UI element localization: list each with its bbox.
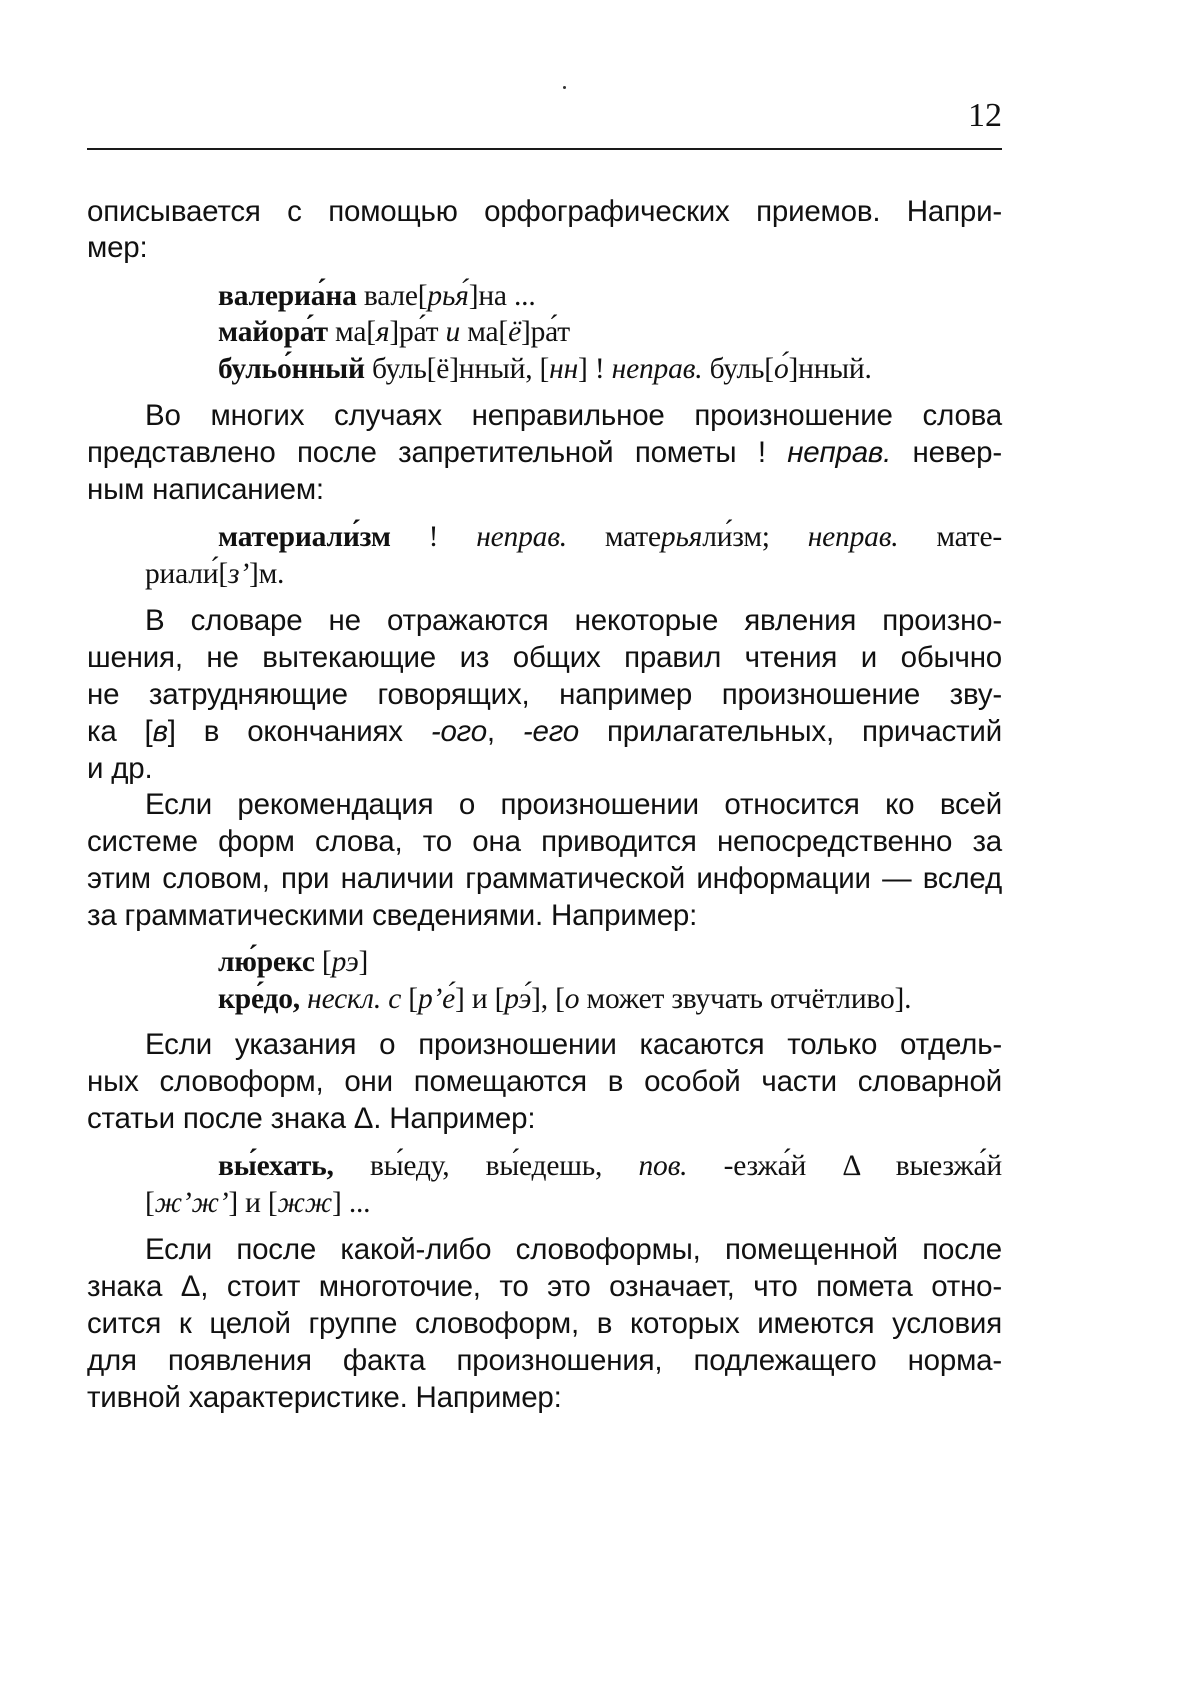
example-entry — [218, 944, 1002, 980]
example-entry — [218, 351, 1002, 387]
paragraph-line — [87, 1343, 1002, 1379]
text-run: Во многих случаях неправильное произношение слова — [145, 399, 1002, 432]
text-run: шения, не вытекающие из общих правил чтения и обычно — [87, 641, 1002, 674]
text-run: ных словоформ, они помещаются в особой части словарной — [87, 1065, 1002, 1098]
italic-run: рья — [660, 521, 703, 553]
paragraph-line — [87, 861, 1002, 897]
paragraph-line — [87, 751, 1002, 787]
text-run: и др. — [87, 752, 153, 785]
headword: материали́зм — [218, 521, 391, 553]
text-run: ] — [358, 946, 369, 978]
page-number: 12 — [968, 97, 1002, 134]
text-run: ма[ — [460, 316, 509, 348]
text-run: тивной характеристике. Например: — [87, 1381, 562, 1414]
text-run: ]м. — [248, 558, 285, 590]
text-run: ] и [ — [455, 983, 505, 1015]
headword: кре́до, — [218, 983, 300, 1015]
text-run: Если рекомендация о произношении относится ко всей — [145, 788, 1002, 821]
headword: лю́рекс — [218, 946, 315, 978]
text-run: ] ! — [578, 353, 612, 385]
paragraph-line — [145, 1027, 1002, 1063]
text-run: [ — [401, 983, 418, 1015]
text-run: этим словом, при наличии грамматической информации — вслед — [87, 862, 1002, 895]
text-run: системе форм слова, то она приводится непосредственно за — [87, 825, 1002, 858]
text-run: ]на ... — [468, 280, 536, 312]
headword: бульо́нный — [218, 353, 365, 385]
text-run: знака Δ, стоит многоточие, то это означает, что помета отно- — [87, 1270, 1002, 1303]
text-run: ли́зм; — [702, 521, 808, 553]
text-run: риали́[ — [145, 558, 229, 590]
text-run: ]нный. — [788, 353, 872, 385]
paragraph-line — [87, 1269, 1002, 1305]
paragraph-line — [87, 1380, 1002, 1416]
italic-run: неправ. — [807, 521, 899, 553]
italic-run: нн — [549, 353, 579, 385]
paragraph-line — [87, 824, 1002, 860]
italic-run: жж — [277, 1187, 333, 1219]
text-run: ]ра́т — [389, 316, 446, 348]
italic-run: р’е́ — [417, 983, 456, 1015]
italic-run: -ого — [430, 715, 487, 748]
italic-run: о́ — [773, 353, 789, 385]
text-run: -езжа́й Δ выезжа́й — [687, 1150, 1002, 1182]
example-entry — [145, 556, 1002, 592]
paragraph-line — [87, 677, 1002, 713]
italic-run: я — [375, 316, 390, 348]
text-run: ! — [390, 521, 477, 553]
text-run: [ — [314, 946, 332, 978]
paragraph-line — [145, 787, 1002, 823]
italic-run: -его — [522, 715, 579, 748]
headword: майора́т — [218, 316, 328, 348]
example-entry — [218, 519, 1002, 555]
paragraph-line — [87, 230, 1002, 266]
italic-run: з’ — [228, 558, 249, 590]
italic-run: нескл. — [307, 983, 382, 1015]
text-run: буль[ — [702, 353, 774, 385]
example-entry — [218, 278, 1002, 314]
paragraph-line — [145, 398, 1002, 434]
text-run: мате — [566, 521, 661, 553]
text-run: мате- — [898, 521, 1002, 553]
example-entry — [218, 981, 1002, 1017]
text-run: , — [486, 715, 523, 748]
example-entry — [218, 314, 1002, 350]
text-run: описывается с помощью орфографических приемов. Напри- — [87, 195, 1002, 228]
text-run: ка [ — [87, 715, 153, 748]
text-run: Если указания о произношении касаются только отдель- — [145, 1028, 1002, 1061]
text-run: может звучать отчётливо]. — [579, 983, 912, 1015]
text-run: ным написанием: — [87, 473, 324, 506]
italic-run: рэ — [331, 946, 359, 978]
example-entry — [145, 1185, 1002, 1221]
text-run: Если после какой-либо словоформы, помещенной после — [145, 1233, 1002, 1266]
italic-run: ё — [508, 316, 521, 348]
paragraph-line — [87, 194, 1002, 230]
italic-run: неправ. — [787, 436, 892, 469]
header-rule — [87, 148, 1002, 150]
text-run: не затрудняющие говорящих, например произношение зву- — [87, 678, 1002, 711]
text-run: ] ... — [332, 1187, 371, 1219]
text-run: буль[ё]нный, [ — [364, 353, 550, 385]
text-run: вале[ — [356, 280, 428, 312]
paragraph-line — [87, 1064, 1002, 1100]
example-entry — [218, 1148, 1002, 1184]
text-run: [ — [145, 1187, 155, 1219]
italic-run: ж’ж’ — [154, 1187, 229, 1219]
text-run: ] и [ — [228, 1187, 278, 1219]
italic-run: рья́ — [427, 280, 469, 312]
text-run: сится к целой группе словоформ, в которых имеются условия — [87, 1307, 1002, 1340]
paragraph-line — [87, 1101, 1002, 1137]
scan-speck — [563, 86, 566, 89]
text-run: статьи после знака Δ. Например: — [87, 1102, 536, 1135]
italic-run: неправ. — [611, 353, 703, 385]
paragraph-line — [87, 714, 1002, 750]
paragraph-line — [87, 472, 1002, 508]
paragraph-line — [87, 435, 1002, 471]
text-run: ], [ — [531, 983, 565, 1015]
text-run: ]ра́т — [520, 316, 570, 348]
text-run: мер: — [87, 231, 148, 264]
text-run: невер- — [891, 436, 1002, 469]
text-run: В словаре не отражаются некоторые явления произно- — [145, 604, 1002, 637]
paragraph-line — [87, 1306, 1002, 1342]
headword: вы́ехать, — [218, 1150, 334, 1182]
text-run: вы́еду, вы́едешь, — [333, 1150, 639, 1182]
paragraph-line — [87, 898, 1002, 934]
text-run: представлено после запретительной пометы ! — [87, 436, 788, 469]
text-run: ] в окончаниях — [167, 715, 431, 748]
paragraph-line — [145, 1232, 1002, 1268]
text-run: для появления факта произношения, подлежащего норма- — [87, 1344, 1002, 1377]
text-run: прилагательных, причастий — [578, 715, 1002, 748]
text-run: ма[ — [327, 316, 376, 348]
italic-run: с — [388, 983, 402, 1015]
italic-run: неправ. — [476, 521, 567, 553]
paragraph-line — [145, 603, 1002, 639]
paragraph-line — [87, 640, 1002, 676]
italic-run: о — [564, 983, 580, 1015]
italic-run: и — [445, 316, 461, 348]
italic-run: в — [152, 715, 168, 748]
text-run: за грамматическими сведениями. Например: — [87, 899, 698, 932]
italic-run: рэ́ — [504, 983, 532, 1015]
italic-run: пов. — [638, 1150, 688, 1182]
headword: валериа́на — [218, 280, 357, 312]
